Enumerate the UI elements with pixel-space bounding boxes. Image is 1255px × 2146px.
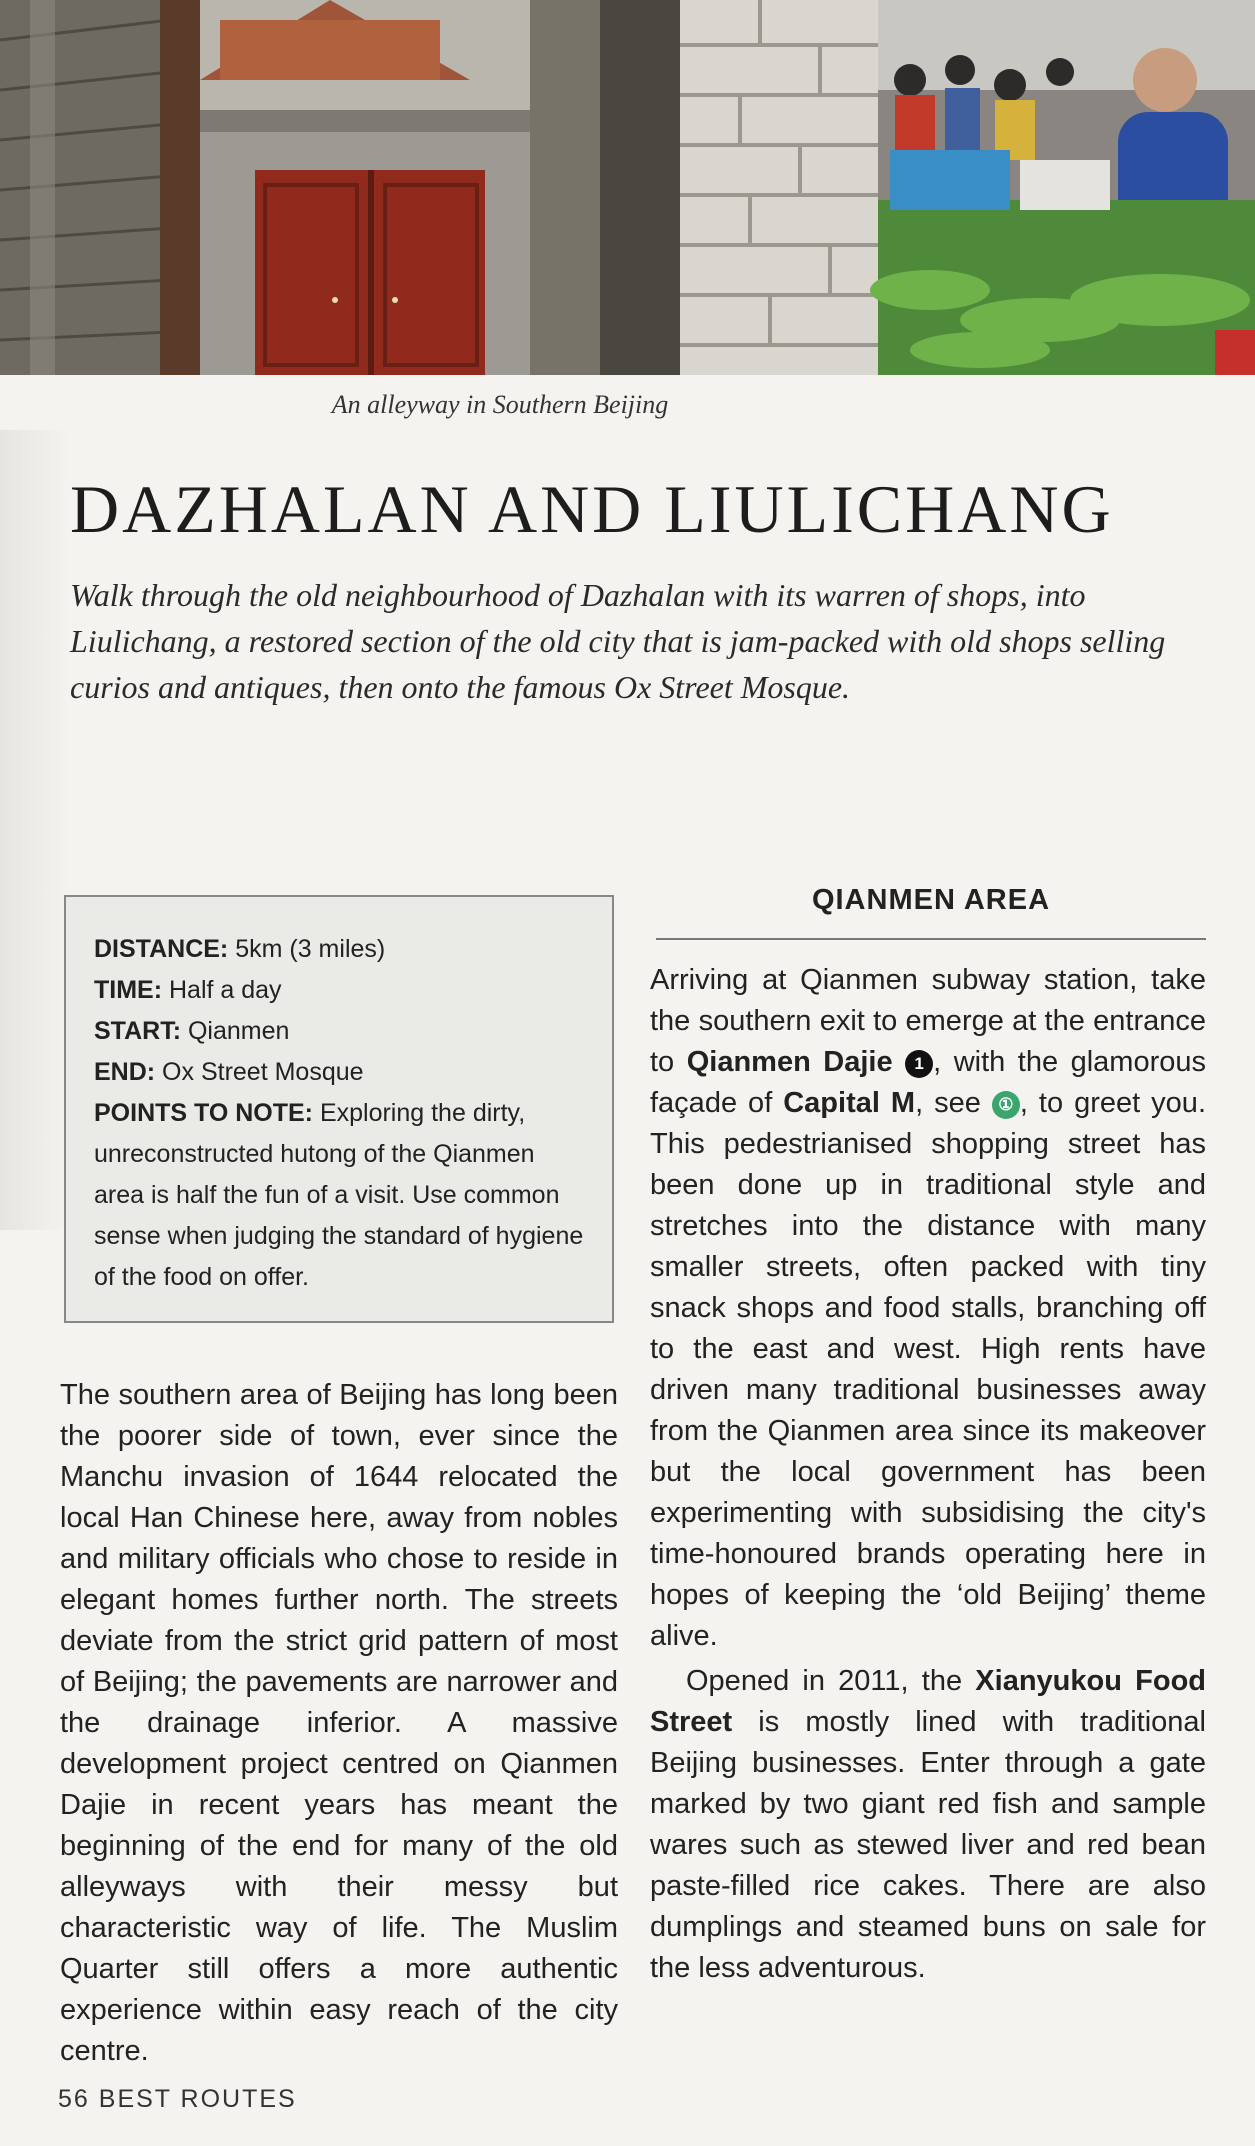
notes-row [94, 1093, 588, 1298]
distance-label: DISTANCE: [94, 935, 229, 963]
distance-row [94, 929, 588, 970]
food-marker-icon: ① [992, 1091, 1020, 1119]
right-column [650, 960, 1206, 1989]
section-divider [656, 938, 1206, 940]
qianmen-paragraph [650, 960, 1206, 1657]
intro-paragraph: Walk through the old neighbourhood of Dazhalan with its warren of shops, into Liulichang, a restored section of the old city that is jam-packed with old shops selling curios and antiques, then onto the famous Ox Street Mosque. [70, 577, 1166, 705]
end-row [94, 1052, 588, 1093]
end-value: Ox Street Mosque [155, 1058, 364, 1086]
alleyway-photo [0, 0, 1255, 375]
p1-text-c: , with the glamorous façade of [650, 1046, 1207, 1119]
notes-value: Exploring the dirty, unreconstructed hutong of the Qianmen area is half the fun of a visit. Use common sense when judging the standard of hygiene of the food on offer. [94, 1099, 584, 1291]
xianyukou-food-street-link: Xianyukou Food Street [650, 1665, 1206, 1738]
start-label: START: [94, 1017, 182, 1045]
end-label: END: [94, 1058, 156, 1086]
time-row [94, 970, 588, 1011]
start-value: Qianmen [181, 1017, 290, 1045]
p2-text-a: Opened in 2011, the [686, 1665, 976, 1697]
distance-value: 5km (3 miles) [228, 935, 386, 963]
xianyukou-paragraph [650, 1661, 1206, 1989]
page-title: DAZHALAN AND LIULICHANG [70, 471, 1114, 547]
notes-label: POINTS TO NOTE: [94, 1099, 313, 1127]
time-label: TIME: [94, 976, 163, 1004]
page-gutter-shadow [0, 430, 70, 1230]
page-footer [58, 2085, 297, 2114]
time-value: Half a day [162, 976, 282, 1004]
capital-m-link: Capital M [783, 1087, 916, 1119]
p1-text-d: , see [915, 1087, 992, 1119]
section-heading: QIANMEN AREA [811, 884, 1051, 916]
page-number: 56 [58, 2085, 90, 2113]
photo-caption: An alleyway in Southern Beijing [331, 390, 669, 419]
header-photo [0, 0, 1255, 375]
footer-section: BEST ROUTES [98, 2085, 297, 2113]
p1-text-a: Arriving at Qianmen subway station, take the southern exit to emerge at the entrance to [650, 964, 1206, 1078]
left-column [60, 1375, 618, 2072]
start-row [94, 1011, 588, 1052]
left-paragraph: The southern area of Beijing has long been the poorer side of town, ever since the Manchu invasion of 1644 relocated the local Han Chinese here, away from nobles and military officials who chose to reside in elegant homes further north. The streets deviate from the strict grid pattern of most of Beijing; the pavements are narrower and the drainage inferior. A massive development project centred on Qianmen Dajie in recent years has meant the beginning of the end for many of the old alleyways with their messy but characteristic way of life. The Muslim Quarter still offers a more authentic experience within easy reach of the city centre. [60, 1379, 618, 2067]
p2-text-c: is mostly lined with traditional Beijing businesses. Enter through a gate marked by two giant red fish and sample wares such as stewed liver and red bean paste-filled rice cakes. There are also dumplings and steamed buns on sale for the less adventurous. [650, 1706, 1206, 1984]
qianmen-dajie-link: Qianmen Dajie [686, 1046, 893, 1078]
route-info-box [64, 895, 614, 1323]
p1-text-e: , to greet you. This pedestrianised shopping street has been done up in traditional style and stretches into the distance with many smaller streets, often packed with tiny snack shops and food stalls, branching off to the east and west. High rents have driven many traditional businesses away from the Qianmen area since its makeover but the local government has been experimenting with subsidising the city's time-honoured brands operating here in hopes of keeping the ‘old Beijing’ theme alive. [650, 1087, 1206, 1652]
route-marker-1-icon: 1 [905, 1050, 933, 1078]
